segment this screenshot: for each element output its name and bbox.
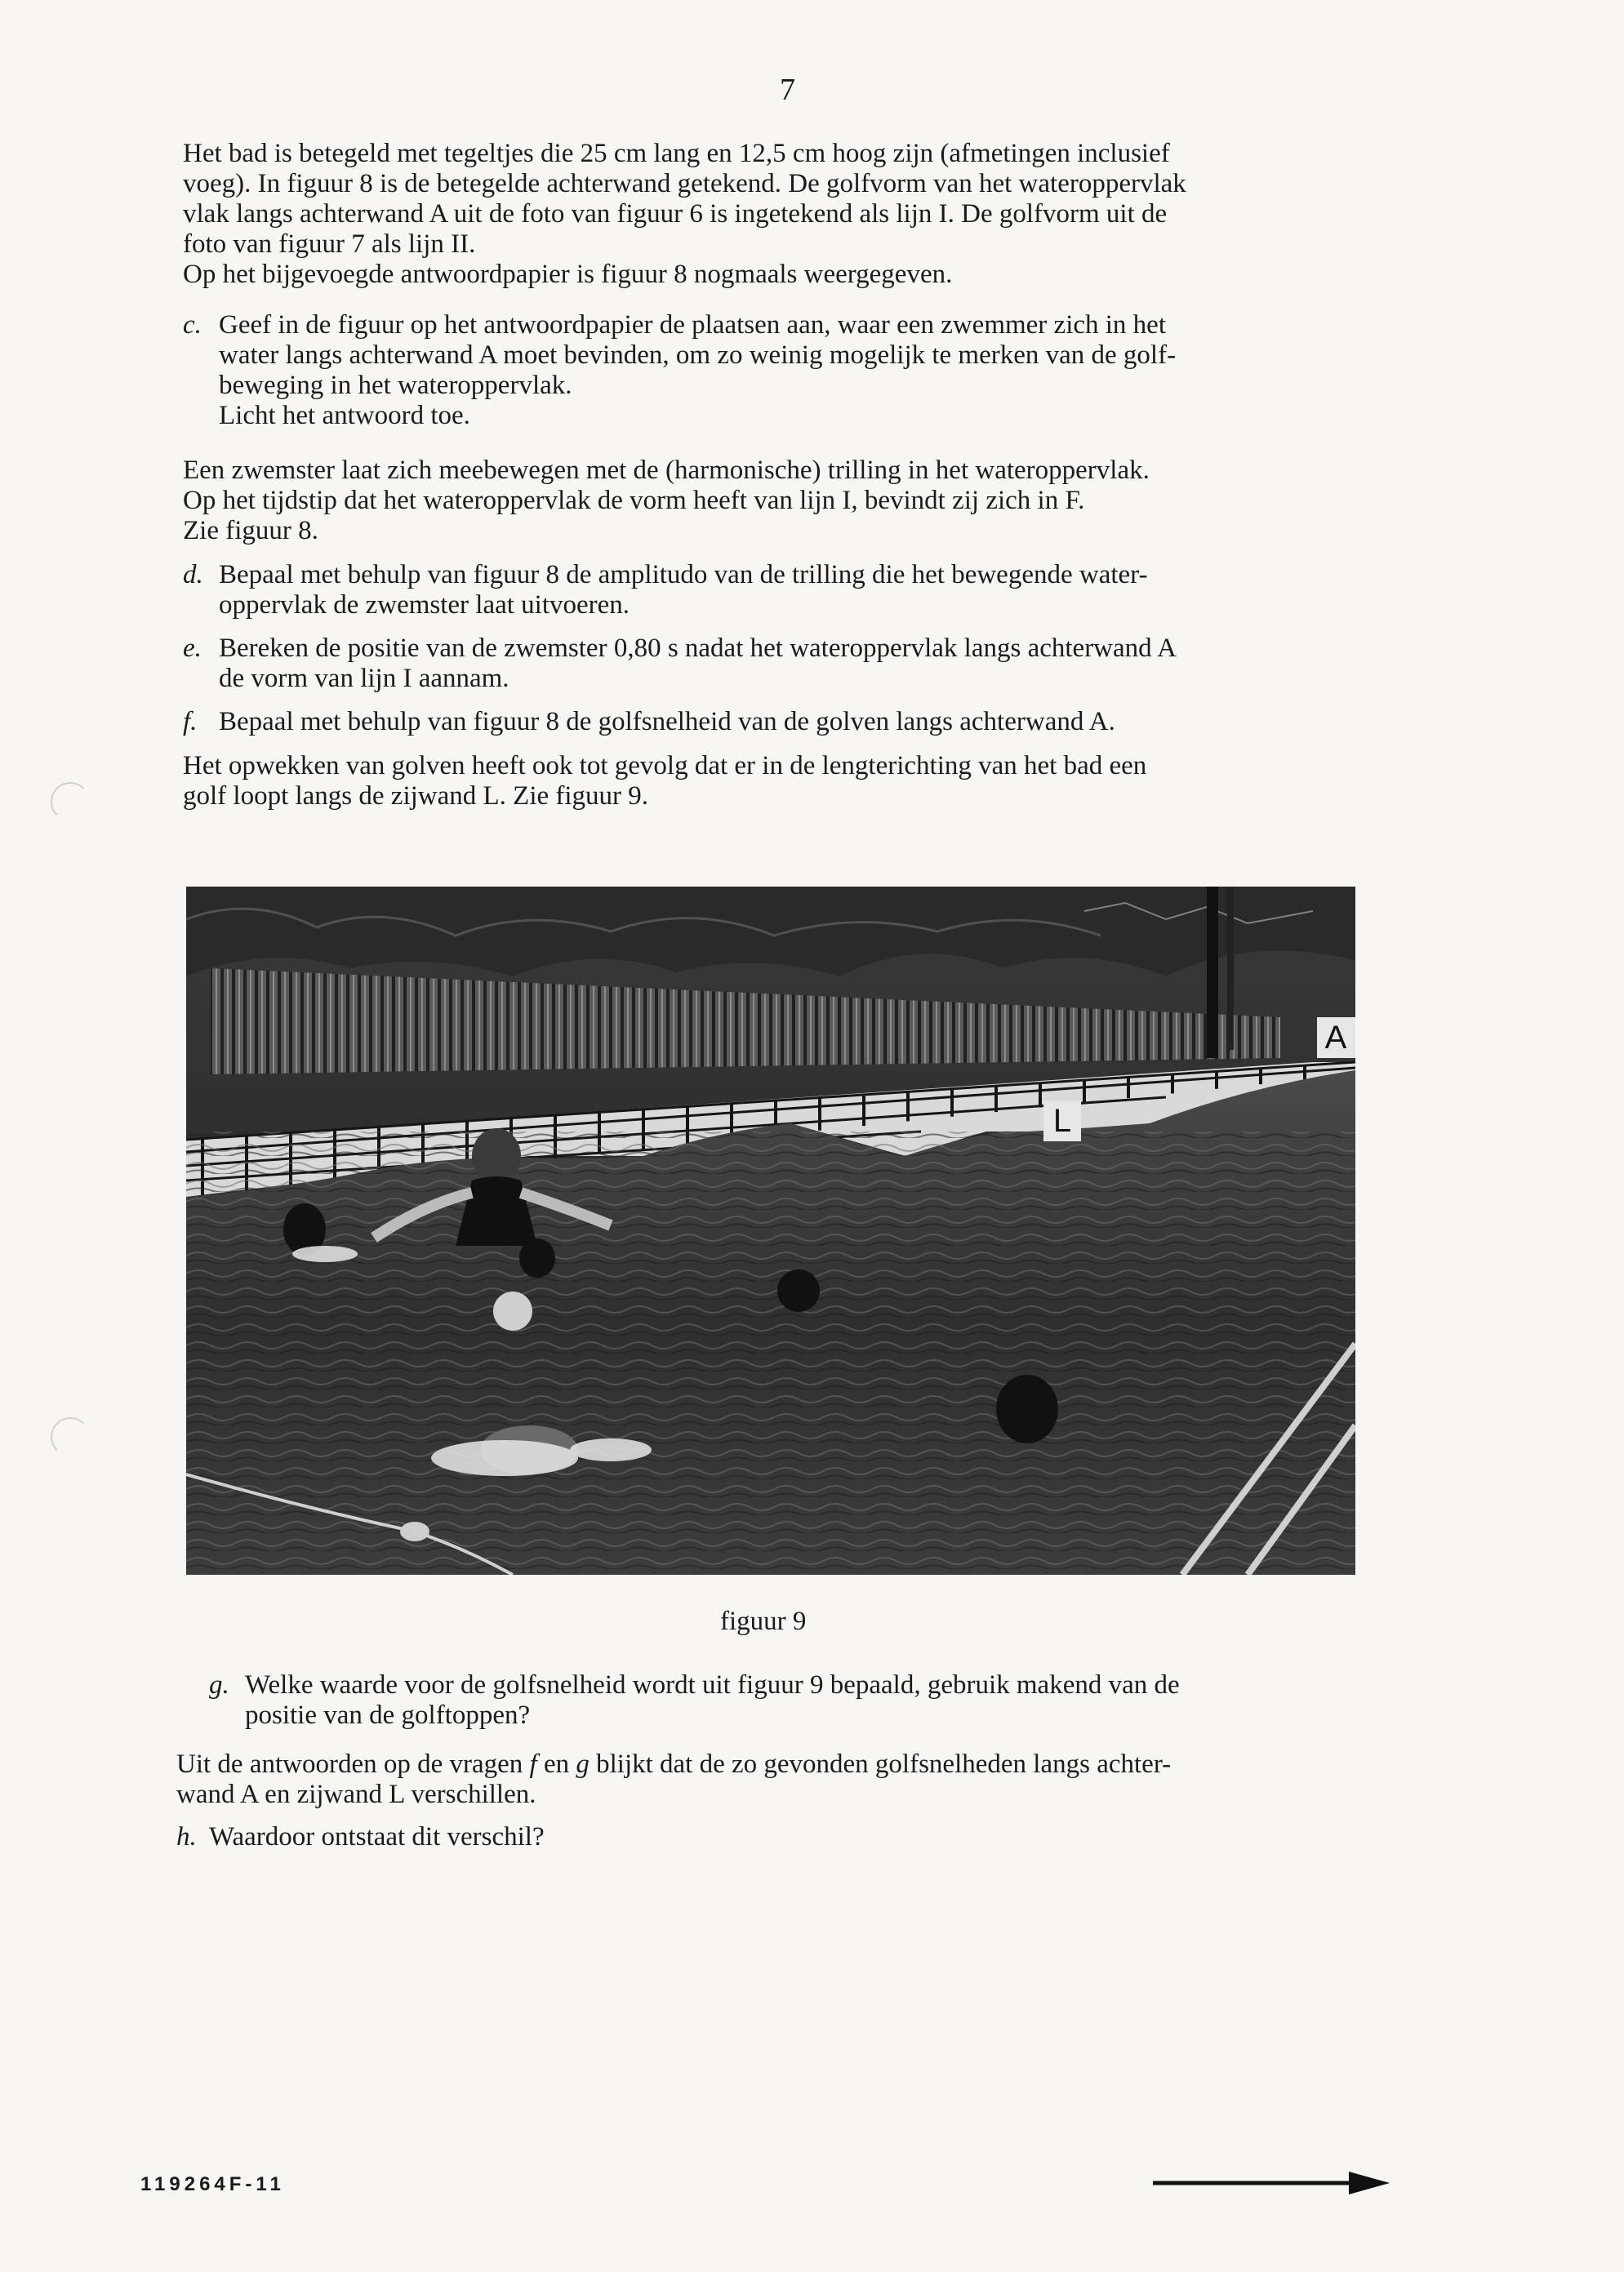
question-letter: e.	[183, 634, 202, 663]
question-line: oppervlak de zwemster laat uitvoeren.	[219, 590, 630, 620]
question-letter: g.	[209, 1670, 229, 1700]
conclusion-line: wand A en zijwand L verschillen.	[176, 1780, 536, 1809]
question-line: Bereken de positie van de zwemster 0,80 s nadat het wateroppervlak langs achterwand A	[219, 634, 1177, 663]
label-a: A	[1324, 1020, 1347, 1056]
question-line: Licht het antwoord toe.	[219, 401, 470, 430]
question-h	[176, 1822, 1401, 1852]
question-line: positie van de golftoppen?	[245, 1701, 531, 1730]
swimmer-line: Zie figuur 8.	[183, 516, 318, 545]
swimmer-line: Een zwemster laat zich meebewegen met de (harmonische) trilling in het wateroppervlak.	[183, 456, 1150, 485]
question-line: Geef in de figuur op het antwoordpapier de plaatsen aan, waar een zwemmer zich in het	[219, 310, 1166, 340]
question-f	[183, 707, 1408, 737]
page-number: 7	[780, 73, 795, 107]
wave-line: Het opwekken van golven heeft ook tot gevolg dat er in de lengterichting van het bad een	[183, 751, 1147, 780]
conclusion-line	[176, 1750, 1401, 1780]
punch-hole	[51, 782, 90, 821]
pool-photo	[186, 887, 1355, 1575]
next-page-arrow-icon	[1153, 2168, 1390, 2198]
question-letter: f.	[183, 707, 198, 736]
swimmer-paragraph	[183, 456, 1408, 546]
question-letter: c.	[183, 310, 202, 340]
question-line: Welke waarde voor de golfsnelheid wordt uit figuur 9 bepaald, gebruik makend van de	[245, 1670, 1180, 1700]
intro-line: voeg). In figuur 8 is de betegelde achterwand getekend. De golfvorm van het wateroppervlak	[183, 169, 1186, 198]
question-line: Waardoor ontstaat dit verschil?	[209, 1822, 545, 1852]
question-line: beweging in het wateroppervlak.	[219, 371, 572, 400]
question-line: water langs achterwand A moet bevinden, om zo weinig mogelijk te merken van de golf-	[219, 340, 1177, 370]
intro-line: vlak langs achterwand A uit de foto van figuur 6 is ingetekend als lijn I. De golfvorm uit de	[183, 199, 1168, 229]
intro-line: Op het bijgevoegde antwoordpapier is figuur 8 nogmaals weergegeven.	[183, 260, 953, 289]
swimmer-line: Op het tijdstip dat het wateroppervlak de vorm heeft van lijn I, bevindt zij zich in F.	[183, 486, 1085, 515]
conclusion-text: Uit de antwoorden op de vragen	[176, 1750, 530, 1779]
question-line: de vorm van lijn I aannam.	[219, 664, 509, 693]
punch-hole	[51, 1417, 90, 1456]
question-g	[209, 1670, 1434, 1731]
wave-line: golf loopt langs de zijwand L. Zie figuur 9.	[183, 781, 649, 811]
question-letter: d.	[183, 560, 203, 589]
conclusion-text: blijkt dat de zo gevonden golfsnelheden langs achter-	[589, 1750, 1172, 1779]
conclusion-text: en	[536, 1750, 576, 1779]
question-e	[183, 634, 1408, 694]
figure-caption: figuur 9	[720, 1607, 807, 1636]
wave-paragraph	[183, 751, 1408, 811]
document-code: 119264F-11	[140, 2173, 285, 2195]
question-letter: h.	[176, 1822, 197, 1852]
question-c	[183, 310, 1408, 431]
question-line: Bepaal met behulp van figuur 8 de amplitudo van de trilling die het bewegende water-	[219, 560, 1148, 589]
label-l: L	[1052, 1103, 1072, 1139]
intro-line: Het bad is betegeld met tegeltjes die 25 cm lang en 12,5 cm hoog zijn (afmetingen inclusief	[183, 139, 1170, 168]
question-line: Bepaal met behulp van figuur 8 de golfsnelheid van de golven langs achterwand A.	[219, 707, 1115, 736]
question-d	[183, 560, 1408, 620]
intro-line: foto van figuur 7 als lijn II.	[183, 229, 476, 259]
question-ref-f: f	[529, 1750, 537, 1779]
conclusion-paragraph	[176, 1750, 1401, 1810]
intro-paragraph	[183, 139, 1408, 290]
question-ref-g: g	[576, 1750, 590, 1779]
